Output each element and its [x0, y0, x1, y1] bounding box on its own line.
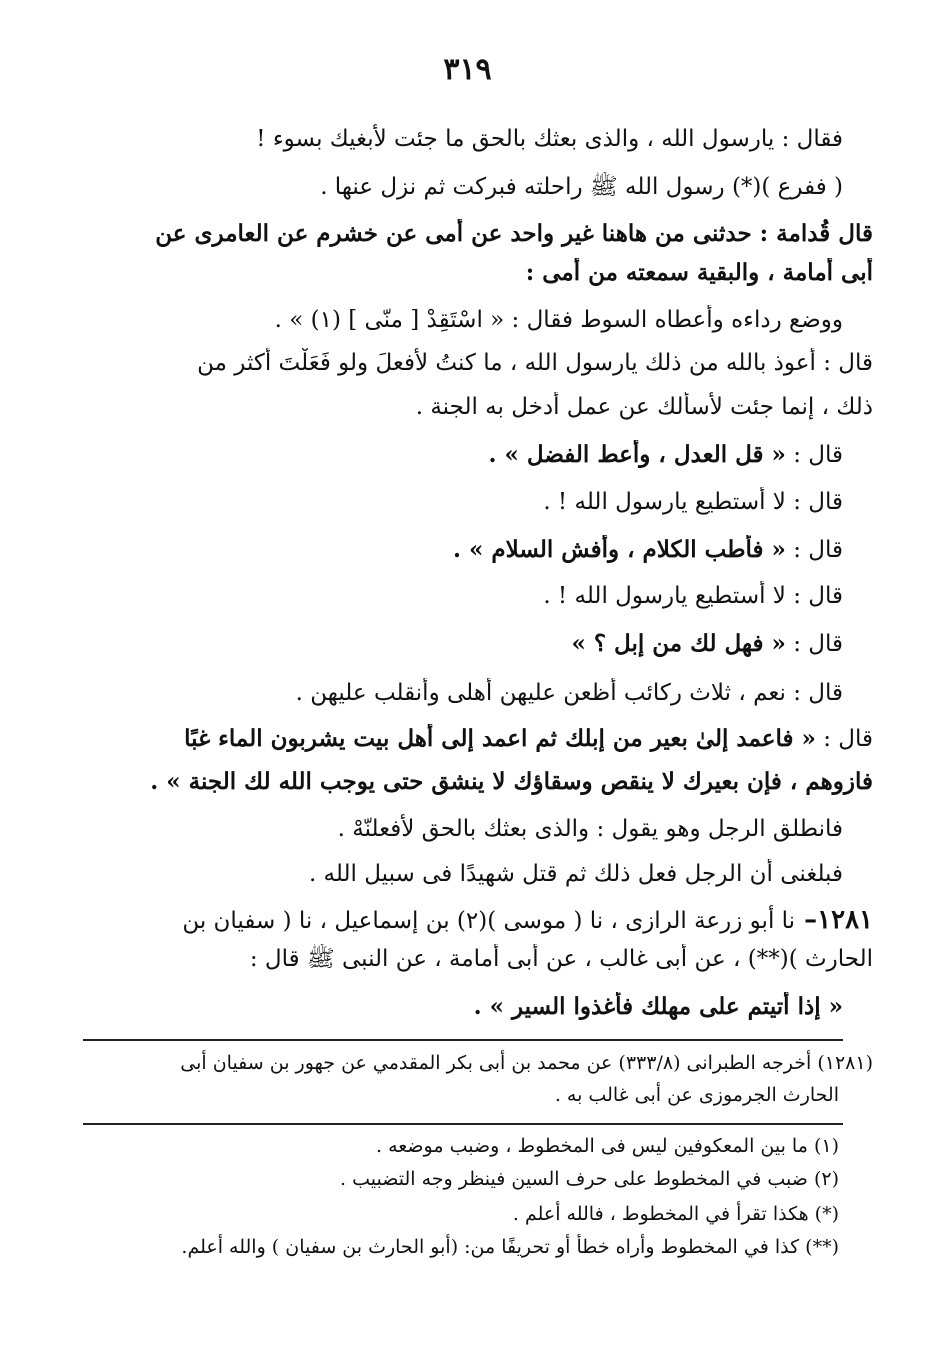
text-line: فقال : يارسول الله ، والذى بعثك بالحق ما جئت لأبغيك بسوء !	[256, 126, 843, 152]
page-number: ٣١٩	[443, 52, 492, 87]
text-line	[61, 724, 873, 754]
text-line: قال : أعوذ بالله من ذلك يارسول الله ، ما كنتُ لأفعلَ ولو فَعَلْتَ أكثر من	[197, 350, 873, 376]
text-line: فبلغنى أن الرجل فعل ذلك ثم قتل شهيدًا فى سبيل الله .	[308, 861, 843, 887]
text-line: ذلك ، إنما جئت لأسألك عن عمل أدخل به الجنة .	[415, 394, 873, 420]
takhrij-line: الحارث الجرموزى عن أبى غالب به .	[554, 1084, 839, 1106]
text-line: الحارث )(**) ، عن أبى غالب ، عن أبى أمامة ، عن النبى ﷺ قال :	[249, 946, 873, 972]
isnad-text: نا أبو زرعة الرازى ، نا ( موسى )(٢) بن إسماعيل ، نا ( سفيان بن	[182, 908, 796, 934]
text-line: « إذا أتيتم على مهلك فأغذوا السير » .	[473, 993, 843, 1020]
text-line	[138, 440, 843, 470]
text-line: قال : نعم ، ثلاث ركائب أظعن عليهن أهلى وأنقلب عليهن .	[295, 680, 843, 706]
speaker-label: قال :	[785, 631, 843, 657]
speaker-label: قال :	[785, 442, 843, 468]
quote-text: « قل العدل ، وأعط الفضل » .	[488, 441, 786, 468]
footnote: (*) هكذا تقرأ في المخطوط ، فالله أعلم .	[512, 1203, 839, 1225]
quote-text: « فهل لك من إبل ؟ »	[571, 630, 786, 657]
text-line: قال : لا أستطيع يارسول الله ! .	[543, 583, 843, 609]
takhrij-line: (١٢٨١) أخرجه الطبرانى (٣٣٣/٨) عن محمد بن أبى بكر المقدمي عن جهور بن سفيان أبى	[180, 1052, 873, 1074]
text-line: قال قُدامة : حدثنى من هاهنا غير واحد عن أمى عن خشرم عن العامرى عن	[155, 220, 873, 247]
separator-rule	[83, 1039, 843, 1041]
text-line: أبى أمامة ، والبقية سمعته من أمى :	[525, 259, 873, 286]
text-line: ( ففرع )(*) رسول الله ﷺ راحلته فبركت ثم نزل عنها .	[320, 174, 843, 200]
text-line	[138, 535, 843, 565]
text-line	[138, 629, 843, 659]
hadith-header-line	[61, 905, 873, 936]
separator-rule	[83, 1123, 843, 1125]
text-line: فانطلق الرجل وهو يقول : والذى بعثك بالحق لأفعلنّهْ .	[337, 816, 843, 842]
hadith-number: ١٢٨١–	[795, 905, 873, 935]
text-line: فازوهم ، فإن بعيرك لا ينقص وسقاؤك لا ينشق حتى يوجب الله لك الجنة » .	[150, 768, 873, 795]
speaker-label: قال :	[785, 537, 843, 563]
footnote: (١) ما بين المعكوفين ليس فى المخطوط ، وضبب موضعه .	[375, 1135, 839, 1157]
footnote: (**) كذا في المخطوط وأراه خطأ أو تحريفًا من: (أبو الحارث بن سفيان ) والله أعلم.	[181, 1236, 839, 1258]
text-line: قال : لا أستطيع يارسول الله ! .	[543, 489, 843, 515]
speaker-label: قال :	[815, 726, 873, 752]
quote-text: « فأطب الكلام ، وأفش السلام » .	[453, 536, 786, 563]
quote-text: « فاعمد إلىٰ بعير من إبلك ثم اعمد إلى أهل بيت يشربون الماء غبًا	[184, 725, 816, 752]
text-line: ووضع رداءه وأعطاه السوط فقال : « اسْتَقِدْ [ منّى ] (١) » .	[274, 307, 843, 333]
footnote: (٢) ضبب في المخطوط على حرف السين فينظر وجه التضبيب .	[340, 1168, 839, 1190]
